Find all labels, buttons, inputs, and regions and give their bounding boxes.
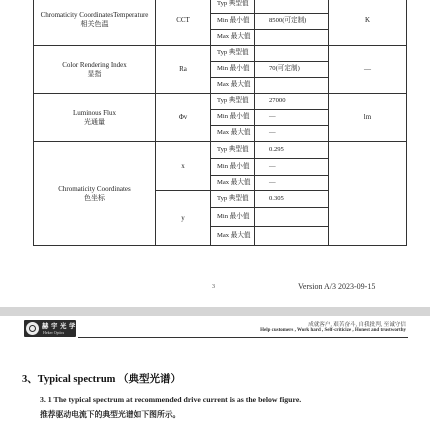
- row-value: [255, 78, 329, 94]
- row-value: [255, 0, 329, 14]
- row-value: —: [255, 159, 329, 176]
- row-label: Max 最大值: [211, 176, 255, 191]
- row-label: Typ 典型值: [211, 46, 255, 62]
- row-label: Min 最小值: [211, 208, 255, 227]
- param-cell: [34, 142, 156, 246]
- param-name-cn: 色坐标: [84, 193, 105, 202]
- symbol-cell: Ra: [156, 46, 211, 94]
- row-label: Min 最小值: [211, 62, 255, 78]
- logo-lens-icon: [26, 322, 39, 335]
- version-label: Version A/3 2023-09-15: [298, 282, 376, 291]
- row-value: [255, 227, 329, 246]
- param-name-en: Chromaticity CoordinatesTemperature: [40, 11, 149, 20]
- unit-cell: —: [329, 46, 407, 94]
- row-label: Max 最大值: [211, 126, 255, 142]
- row-value: —: [255, 110, 329, 126]
- row-value: 0.305: [255, 191, 329, 208]
- row-label: Max 最大值: [211, 227, 255, 246]
- row-label: Min 最小值: [211, 110, 255, 126]
- header-divider: [78, 337, 408, 338]
- slogan-cn: 成就客户, 艰苦奋斗, 自我批判, 至诚守信: [308, 322, 406, 328]
- param-cell: [34, 46, 156, 94]
- page-separator: [0, 307, 430, 316]
- row-value: —: [255, 126, 329, 142]
- company-logo: [24, 320, 76, 337]
- row-label: Min 最小值: [211, 159, 255, 176]
- row-value: [255, 46, 329, 62]
- param-name-cn: 相关色温: [80, 20, 109, 28]
- row-label: Typ 典型值: [211, 142, 255, 159]
- row-value: 8500(可定制): [255, 14, 329, 30]
- page-number: 3: [212, 284, 215, 290]
- row-value: 27000: [255, 94, 329, 110]
- unit-cell: [329, 142, 407, 246]
- row-value: [255, 208, 329, 227]
- param-name-cn: 显指: [87, 69, 102, 78]
- page-header: [24, 320, 408, 337]
- table-row: [34, 142, 407, 159]
- param-name-en: Luminous Flux: [73, 108, 116, 117]
- section-note-en: 3. 1 The typical spectrum at recommended drive current is as the below figure.: [40, 395, 302, 404]
- param-name-en: Color Rendering Index: [62, 60, 127, 69]
- unit-cell: K: [329, 0, 407, 46]
- table-row: [34, 46, 407, 62]
- section-heading: 3、Typical spectrum （典型光谱）: [22, 374, 182, 385]
- symbol-cell: Φv: [156, 94, 211, 142]
- unit-cell: lm: [329, 94, 407, 142]
- param-cell: [34, 0, 156, 46]
- row-label: Max 最大值: [211, 30, 255, 46]
- spec-page-bottom: [0, 316, 430, 430]
- row-label: Min 最小值: [211, 14, 255, 30]
- row-value: 0.295: [255, 142, 329, 159]
- table-row: [34, 0, 407, 14]
- logo-text-cn: 赫 宇 光 学: [42, 323, 76, 330]
- param-cell: [34, 94, 156, 142]
- section-note-cn: 推荐驱动电流下的典型光谱如下图所示。: [40, 410, 181, 419]
- row-label: Typ 典型值: [211, 0, 255, 14]
- logo-text-en: Heker Optics: [43, 330, 65, 335]
- param-name-cn: 光通量: [84, 117, 105, 126]
- symbol-cell: y: [156, 191, 211, 246]
- row-value: —: [255, 176, 329, 191]
- row-label: Typ 典型值: [211, 191, 255, 208]
- table-row: [34, 94, 407, 110]
- param-name-en: Chromaticity Coordinates: [58, 184, 131, 193]
- spec-table: [33, 0, 407, 246]
- slogan-en: Help customers , Work hard , Self-criticize , Honest and trustworthy: [260, 328, 406, 333]
- row-value: [255, 30, 329, 46]
- symbol-cell: x: [156, 142, 211, 191]
- row-value: 70(可定制): [255, 62, 329, 78]
- row-label: Typ 典型值: [211, 94, 255, 110]
- row-label: Max 最大值: [211, 78, 255, 94]
- symbol-cell: CCT: [156, 0, 211, 46]
